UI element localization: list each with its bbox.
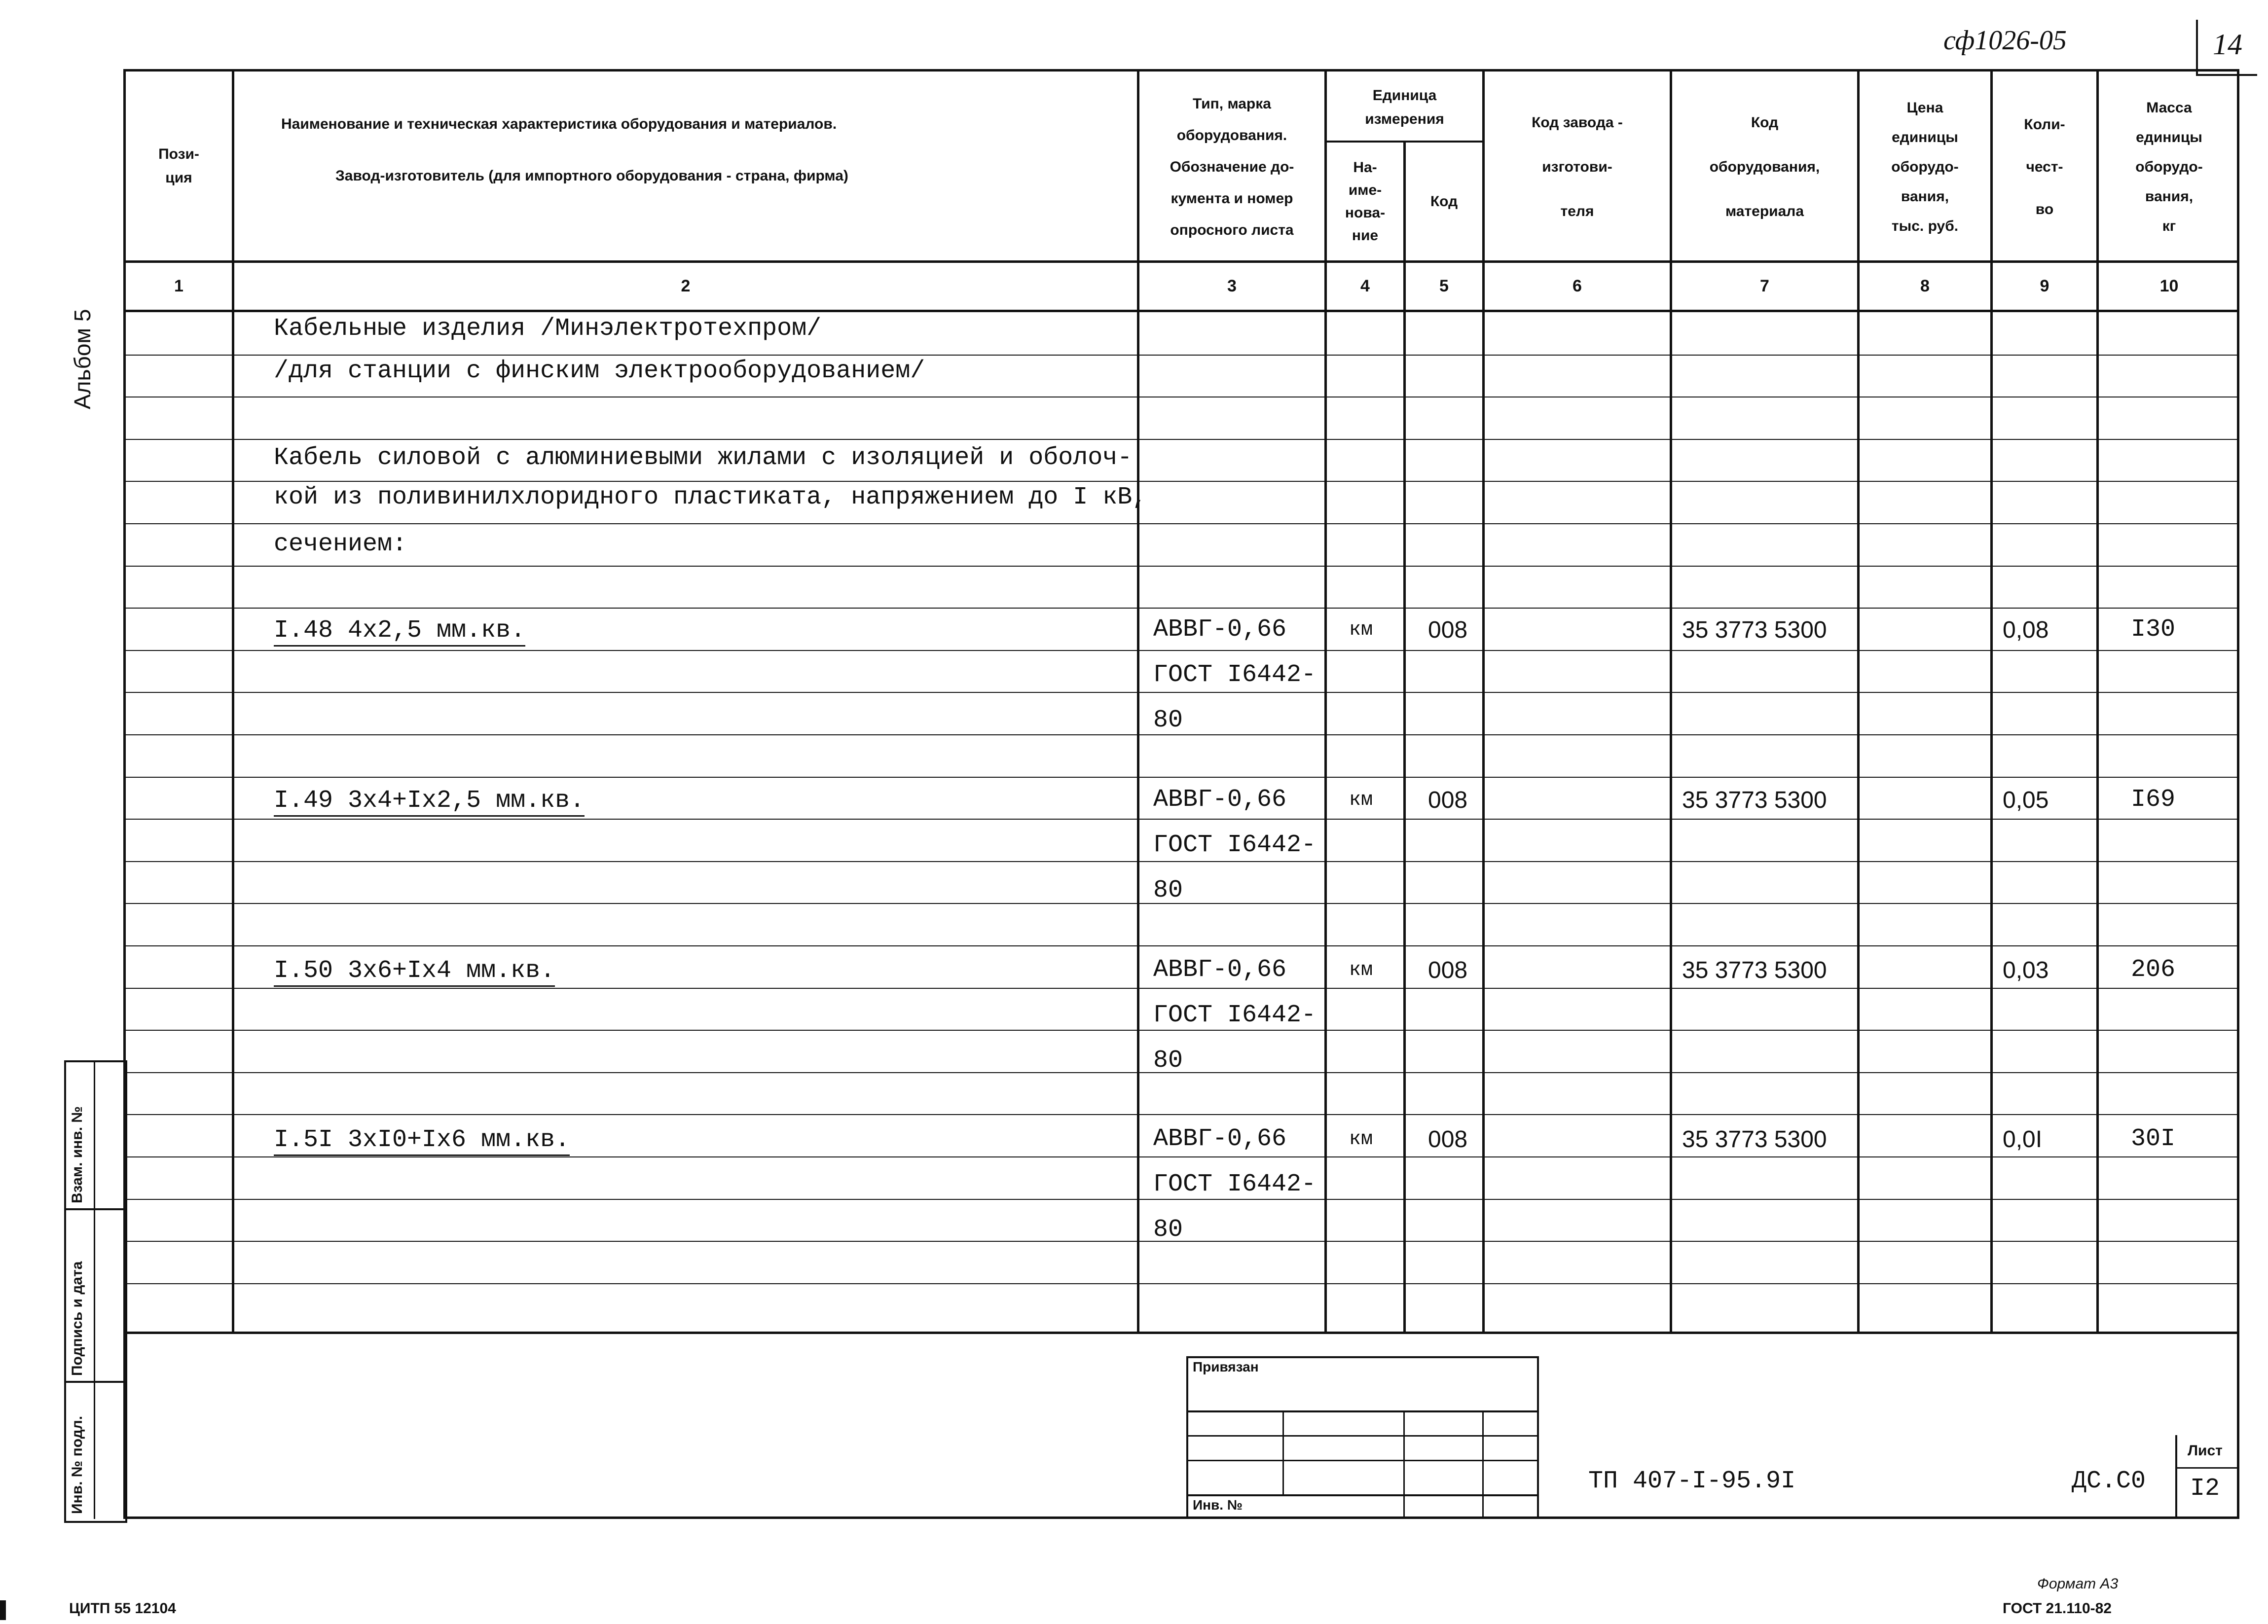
row-divider bbox=[123, 355, 2239, 356]
item-doc2: 80 bbox=[1153, 706, 1183, 734]
item-type: АВВГ-0,66 bbox=[1153, 786, 1287, 814]
item-unit-code: 008 bbox=[1428, 617, 1468, 643]
item-mass: I69 bbox=[2131, 786, 2176, 814]
item-mass: I30 bbox=[2131, 615, 2176, 644]
row-divider bbox=[123, 650, 2239, 651]
col-number-8: 8 bbox=[1920, 277, 1930, 295]
item-mass: 206 bbox=[2131, 956, 2176, 984]
podpis-data-label: Подпись и дата bbox=[69, 1261, 85, 1376]
item-doc2: 80 bbox=[1153, 876, 1183, 904]
col-number-3: 3 bbox=[1227, 277, 1237, 295]
row-divider bbox=[123, 1030, 2239, 1031]
row-divider bbox=[123, 692, 2239, 693]
designation: ТП 407-I-95.9I bbox=[1588, 1467, 1796, 1495]
doc-code-handwritten: сф1026-05 bbox=[1943, 25, 2067, 56]
format-label: Формат А3 bbox=[2037, 1576, 2119, 1592]
row-divider bbox=[123, 1114, 2239, 1115]
item-doc2: 80 bbox=[1153, 1216, 1183, 1244]
header-name-line1: Наименование и техническая характеристика оборудования и материалов. bbox=[281, 116, 837, 132]
header-position: Пози- ция bbox=[158, 145, 199, 186]
section-title-line1: Кабельные изделия /Минэлектротехпром/ bbox=[274, 315, 822, 343]
row-divider bbox=[123, 523, 2239, 524]
col-number-7: 7 bbox=[1760, 277, 1769, 295]
row-divider bbox=[123, 988, 2239, 989]
row-divider bbox=[123, 1156, 2239, 1157]
item-unit-code: 008 bbox=[1428, 787, 1468, 813]
col-number-5: 5 bbox=[1439, 277, 1449, 295]
item-doc: ГОСТ I6442- bbox=[1153, 1001, 1317, 1029]
description-line1: Кабель силовой с алюминиевыми жилами с изоляцией и оболоч- bbox=[274, 444, 1133, 472]
col-number-2: 2 bbox=[681, 277, 691, 295]
item-type: АВВГ-0,66 bbox=[1153, 615, 1287, 644]
header-name-line2: Завод-изготовитель (для импортного оборудования - страна, фирма) bbox=[335, 168, 848, 184]
gost-label: ГОСТ 21.110-82 bbox=[2003, 1600, 2112, 1617]
page-number-box bbox=[2196, 20, 2257, 76]
item-name: I.50 3х6+Iх4 мм.кв. bbox=[274, 957, 555, 985]
privyazan-label: Привязан bbox=[1193, 1359, 1259, 1374]
item-name: I.49 3х4+Iх2,5 мм.кв. bbox=[274, 787, 585, 815]
item-unit-code: 008 bbox=[1428, 1126, 1468, 1153]
row-divider bbox=[123, 777, 2239, 778]
col-number-9: 9 bbox=[2040, 277, 2049, 295]
vzam-inv-label: Взам. инв. № bbox=[69, 1106, 85, 1203]
item-mass: 30I bbox=[2131, 1125, 2176, 1153]
doc-code: ДС.С0 bbox=[2072, 1467, 2146, 1495]
item-quantity: 0,08 bbox=[2003, 617, 2049, 643]
section-title-line2: /для станции с финским электрооборудованием/ bbox=[274, 357, 925, 385]
row-divider bbox=[123, 1199, 2239, 1200]
page-number: 14 bbox=[2213, 28, 2242, 61]
row-divider bbox=[123, 566, 2239, 567]
col-number-6: 6 bbox=[1573, 277, 1582, 295]
album-label: Альбом 5 bbox=[70, 309, 95, 409]
row-divider bbox=[123, 439, 2239, 440]
header-price: Цена единицы оборудо- вания, тыс. руб. bbox=[1891, 100, 1959, 234]
item-unit: км bbox=[1349, 619, 1373, 641]
row-divider bbox=[123, 861, 2239, 862]
footer-left-code: ЦИТП 55 12104 bbox=[69, 1600, 176, 1617]
col-number-1: 1 bbox=[174, 277, 183, 295]
row-divider bbox=[123, 1283, 2239, 1284]
sheet-label: Лист bbox=[2188, 1443, 2223, 1459]
item-material-code: 35 3773 5300 bbox=[1682, 1126, 1827, 1153]
item-material-code: 35 3773 5300 bbox=[1682, 957, 1827, 983]
row-divider bbox=[123, 945, 2239, 946]
item-material-code: 35 3773 5300 bbox=[1682, 787, 1827, 813]
left-margin-mark bbox=[0, 1600, 6, 1620]
header-quantity: Коли- чест- во bbox=[2024, 116, 2065, 217]
item-doc: ГОСТ I6442- bbox=[1153, 661, 1317, 689]
header-unit-name: На- име- нова- ние bbox=[1345, 159, 1386, 244]
header-factory-code: Код завода - изготови- теля bbox=[1532, 114, 1623, 219]
col-number-10: 10 bbox=[2159, 277, 2179, 295]
item-quantity: 0,03 bbox=[2003, 957, 2049, 983]
row-divider bbox=[123, 819, 2239, 820]
item-type: АВВГ-0,66 bbox=[1153, 1125, 1287, 1153]
header-unit-code: Код bbox=[1430, 193, 1458, 210]
item-doc: ГОСТ I6442- bbox=[1153, 1170, 1317, 1198]
description-line3: сечением: bbox=[274, 530, 407, 558]
item-unit: км bbox=[1349, 959, 1373, 981]
header-mass: Масса единицы оборудо- вания, кг bbox=[2135, 100, 2203, 234]
item-quantity: 0,0I bbox=[2003, 1126, 2043, 1153]
row-divider bbox=[123, 481, 2239, 482]
col-number-4: 4 bbox=[1360, 277, 1370, 295]
sheet-number: I2 bbox=[2190, 1475, 2220, 1503]
header-material-code: Код оборудования, материала bbox=[1709, 114, 1820, 219]
item-material-code: 35 3773 5300 bbox=[1682, 617, 1827, 643]
item-quantity: 0,05 bbox=[2003, 787, 2049, 813]
item-unit: км bbox=[1349, 789, 1373, 811]
item-unit-code: 008 bbox=[1428, 957, 1468, 983]
item-type: АВВГ-0,66 bbox=[1153, 956, 1287, 984]
inv-no-label: Инв. № bbox=[1193, 1497, 1243, 1513]
item-doc: ГОСТ I6442- bbox=[1153, 831, 1317, 859]
header-unit-group: Единица измерения bbox=[1365, 87, 1444, 127]
row-divider bbox=[123, 734, 2239, 735]
inv-podl-label: Инв. № подл. bbox=[69, 1415, 85, 1514]
item-name: I.48 4х2,5 мм.кв. bbox=[274, 616, 526, 645]
header-type: Тип, марка оборудования. Обозначение до- кумента и номер опросного листа bbox=[1170, 96, 1294, 238]
description-line2: кой из поливинилхлоридного пластиката, напряжением до I кВ, bbox=[274, 483, 1147, 511]
item-doc2: 80 bbox=[1153, 1047, 1183, 1075]
item-unit: км bbox=[1349, 1128, 1373, 1151]
row-divider bbox=[123, 608, 2239, 609]
item-name: I.5I 3хI0+Iх6 мм.кв. bbox=[274, 1126, 570, 1154]
